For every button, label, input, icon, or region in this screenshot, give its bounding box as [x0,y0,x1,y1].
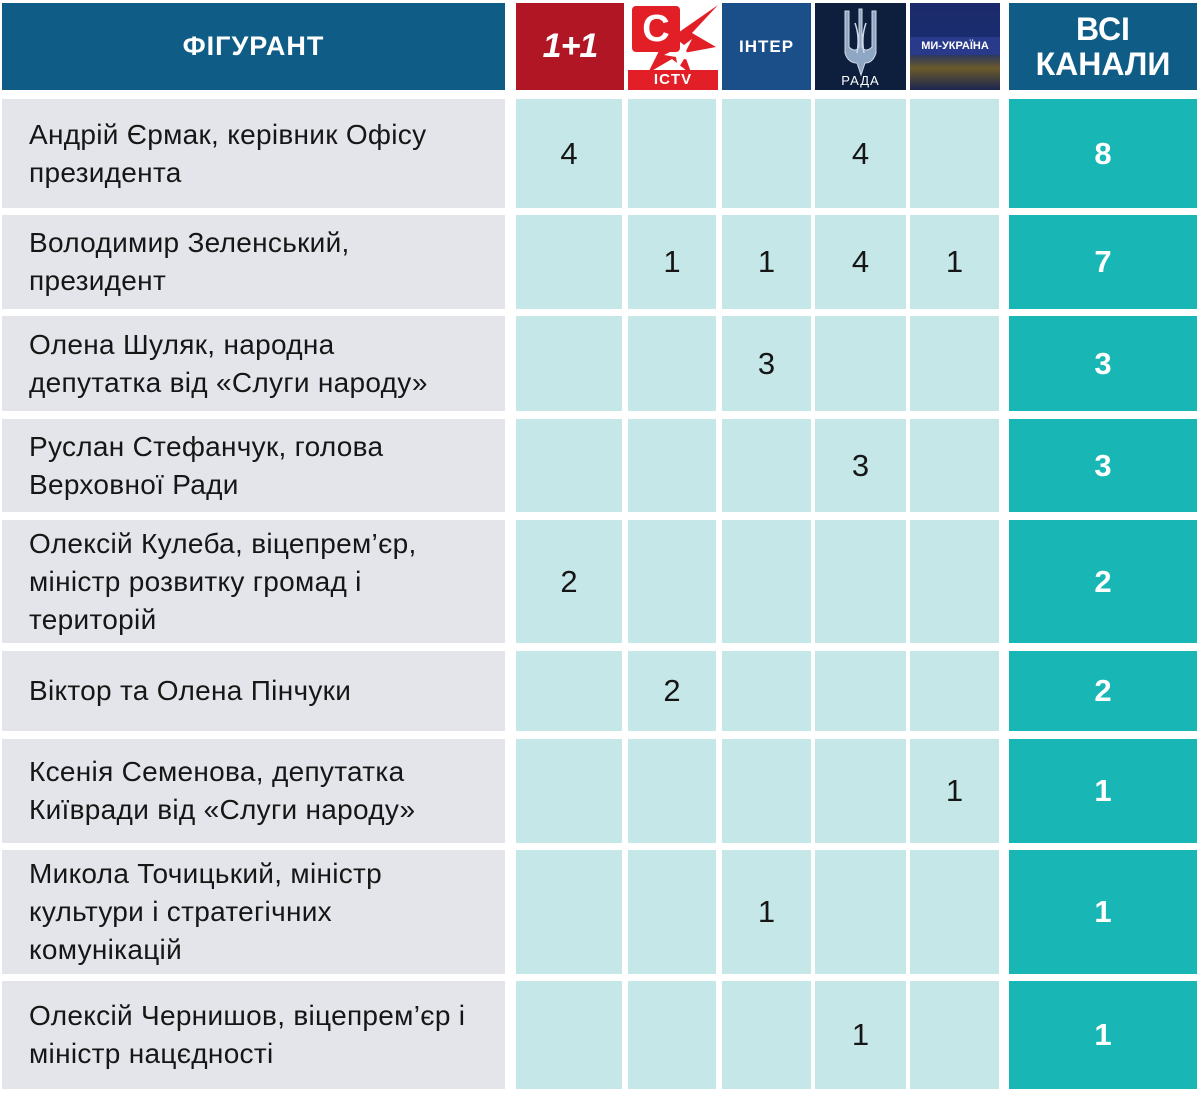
channel-count-cell [628,316,716,411]
channel-count-cell [815,739,906,843]
channel-count-cell [910,981,999,1089]
person-name-line: президент [29,265,167,296]
person-name-text [29,672,351,710]
person-name-text [29,224,350,300]
channel-count-cell [516,215,622,309]
channel-count-cell [628,99,716,208]
channel-count-cell: 1 [628,215,716,309]
total-count-cell: 1 [1009,981,1197,1089]
person-name-line: комунікацій [29,934,183,965]
channel-rada-logo-text: РАДА [841,73,880,88]
channel-count-cell: 2 [516,520,622,643]
ictv-c-badge [632,6,680,52]
channel-count-cell: 4 [815,99,906,208]
person-name-cell [2,99,505,208]
channel-count-cell [722,520,811,643]
channel-count-cell: 4 [516,99,622,208]
channel-count-cell [516,419,622,512]
channel-count-cell [910,651,999,731]
channel-1plus1-logo [516,3,624,90]
channel-count-cell [815,651,906,731]
person-name-text [29,753,415,829]
channel-count-cell [628,520,716,643]
person-name-line: Андрій Єрмак, керівник Офісу [29,118,427,150]
channel-count-cell [910,99,999,208]
channel-count-cell [910,316,999,411]
person-name-text [29,855,382,969]
total-count-cell: 1 [1009,850,1197,974]
person-name-line: культури і стратегічних [29,896,332,927]
channel-count-cell [516,850,622,974]
channel-count-cell: 1 [815,981,906,1089]
person-name-cell [2,215,505,309]
person-name-cell [2,651,505,731]
person-name-line: Олексій Кулеба, віцепрем’єр, [29,527,417,559]
person-name-text [29,997,465,1073]
channel-count-cell [910,520,999,643]
channel-count-cell [910,419,999,512]
person-name-cell [2,850,505,974]
channel-count-cell [628,419,716,512]
channel-count-cell [815,316,906,411]
channel-count-cell: 1 [722,215,811,309]
total-count-cell: 3 [1009,419,1197,512]
person-name-text [29,428,383,504]
person-name-cell [2,419,505,512]
person-name-line: Микола Точицький, міністр [29,858,383,889]
channel-count-cell [628,850,716,974]
total-count-cell: 1 [1009,739,1197,843]
channel-count-cell: 4 [815,215,906,309]
total-count-cell: 2 [1009,520,1197,643]
channel-count-cell [516,316,622,411]
person-name-line: міністр нацєдності [29,1038,274,1069]
channel-count-cell [722,419,811,512]
column-header-person-label: ФІГУРАНТ [182,31,325,61]
person-name-line: Олена Шуляк, народна [29,328,335,360]
channel-rada-logo [815,3,906,90]
person-name-cell [2,316,505,411]
channel-count-cell [722,739,811,843]
channel-count-cell [722,651,811,731]
person-name-cell [2,981,505,1089]
channel-count-cell [815,520,906,643]
channel-inter-logo [722,3,811,90]
channel-ictv-logo [628,3,718,90]
channel-inter-logo-text: ІНТЕР [738,36,795,56]
channel-count-cell [516,651,622,731]
person-name-line: Ксенія Семенова, депутатка [29,756,405,787]
channel-count-cell: 1 [910,215,999,309]
channel-count-cell: 3 [815,419,906,512]
person-name-text [29,116,426,192]
person-name-line: президента [29,156,182,188]
channel-count-cell: 2 [628,651,716,731]
person-name-line: депутатка від «Слуги народу» [29,366,428,398]
person-name-line: Володимир Зеленський, [29,227,350,258]
channel-count-cell [516,981,622,1089]
person-name-line: Віктор та Олена Пінчуки [29,675,352,706]
channel-count-cell [722,981,811,1089]
person-name-line: Верховної Ради [29,468,239,500]
channel-count-cell: 3 [722,316,811,411]
total-count-cell: 2 [1009,651,1197,731]
channel-count-cell: 1 [722,850,811,974]
column-header-total-line2: КАНАЛИ [1035,45,1171,82]
channel-count-cell [722,99,811,208]
total-count-cell: 7 [1009,215,1197,309]
total-count-cell: 8 [1009,99,1197,208]
channel-my-ukraina-logo [910,3,1000,90]
channel-count-cell [910,850,999,974]
channel-count-cell [628,739,716,843]
column-header-total [1009,3,1197,90]
person-name-text [29,326,428,402]
column-header-total-line1: ВСІ [1076,10,1130,47]
person-name-text [29,525,417,639]
total-count-cell: 3 [1009,316,1197,411]
person-name-line: Олексій Чернишов, віцепрем’єр і [29,1000,466,1031]
channel-my-ukraina-logo-text: МИ-УКРАЇНА [910,37,1000,55]
person-name-line: міністр розвитку громад і [29,565,362,597]
person-name-cell [2,739,505,843]
column-header-person [2,3,505,90]
person-name-line: Руслан Стефанчук, голова [29,430,384,462]
channel-count-cell [628,981,716,1089]
channel-ictv-logo-text: ICTV [628,70,718,90]
channel-count-cell [815,850,906,974]
channel-1plus1-logo-text: 1+1 [542,27,598,65]
person-name-line: територій [29,603,157,635]
channel-count-cell: 1 [910,739,999,843]
channel-count-cell [516,739,622,843]
person-name-line: Київради від «Слуги народу» [29,794,416,825]
channel-ictv-logo-letter: С [642,7,670,50]
person-name-cell [2,520,505,643]
